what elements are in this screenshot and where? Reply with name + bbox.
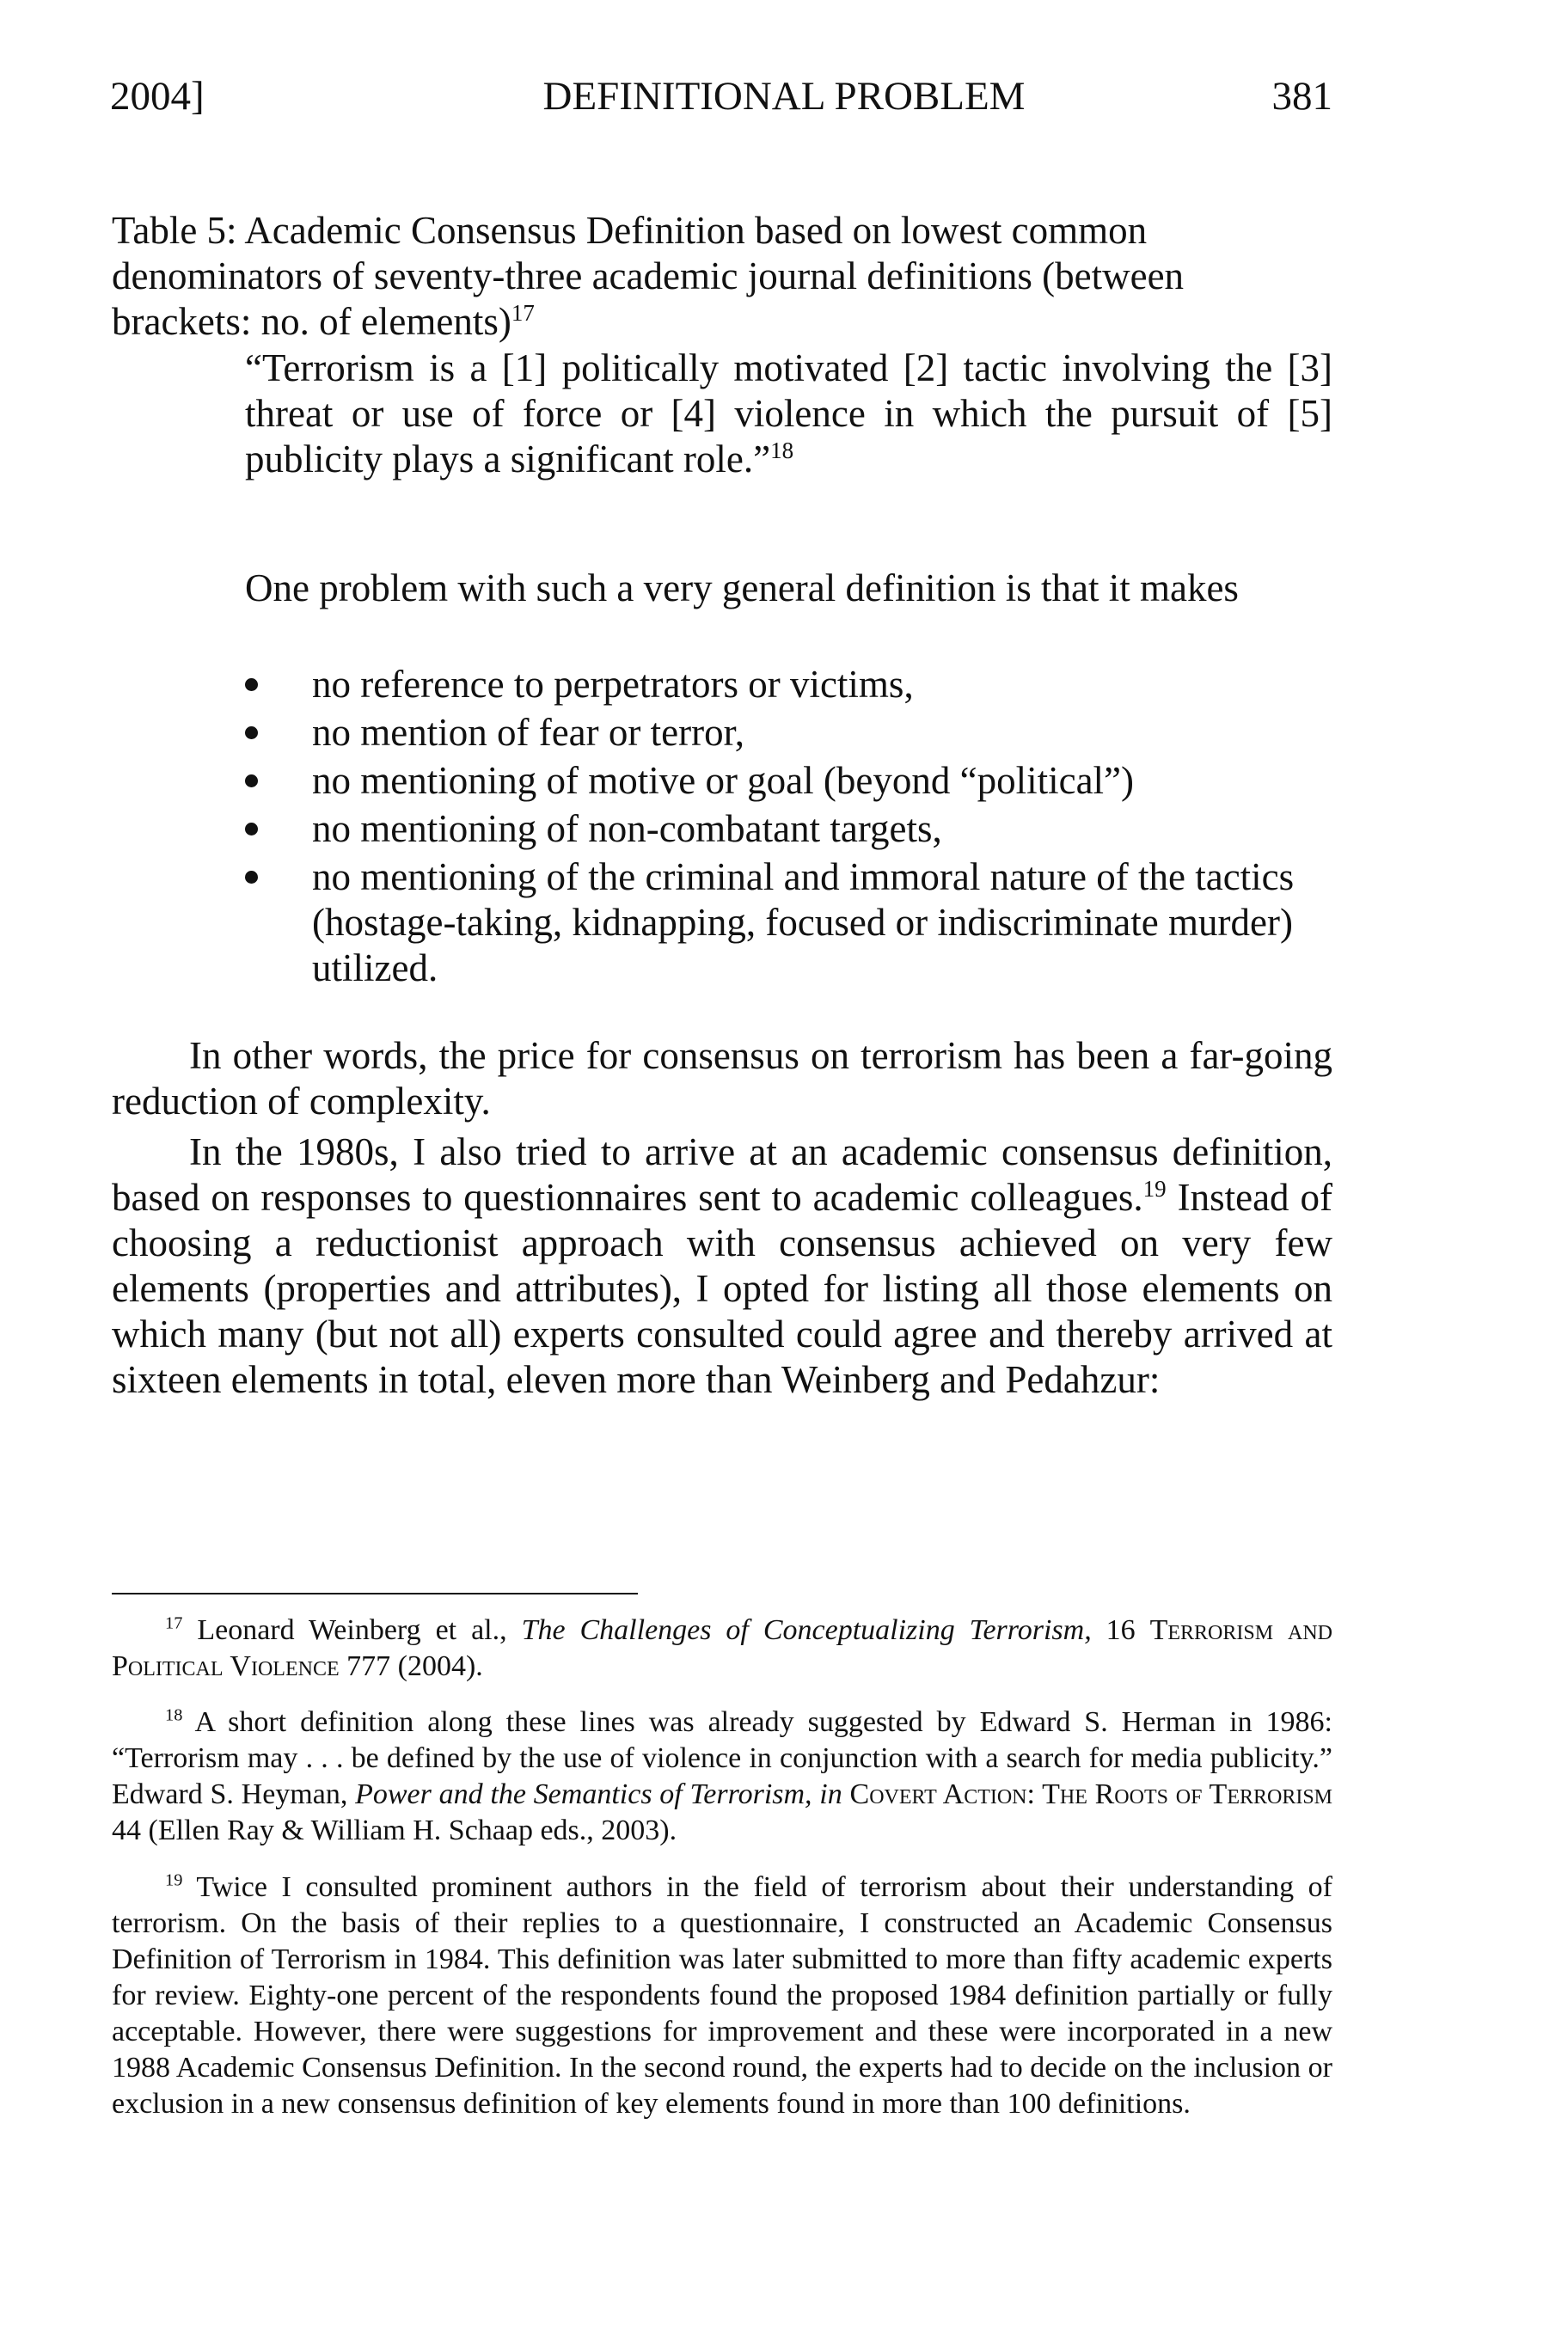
list-item xyxy=(245,854,1332,991)
paragraph-complexity: In other words, the price for consensus on terrorism has been a far-going reduction of complexity. xyxy=(112,1034,1332,1123)
paragraph-1980s-consensus xyxy=(112,1129,1332,1403)
bullet-icon xyxy=(245,871,258,884)
bullet-icon xyxy=(245,823,258,835)
footnote-ref-17: 17 xyxy=(511,300,535,326)
footnote-ref-18: 18 xyxy=(770,438,794,463)
running-head-year: 2004] xyxy=(110,74,205,119)
footnote-text: Twice I consulted prominent authors in the field of terrorism about their understanding of terrorism. On the basis of their replies to a questionnaire, I constructed an Academic Consensus Definition of Terrorism in 1984. This definition was later submitted to more than fifty academic experts for review. Eighty-one percent of the respondents found the proposed 1984 definition partially or fully acceptable. However, there were suggestions for improvement and these were incorporated in a new 1988 Academic Consensus Definition. In the second round, the experts had to decide on the inclusion or exclusion in a new consensus definition of key elements found in more than 100 definitions. xyxy=(112,1871,1332,2120)
footnote-text: 44 (Ellen Ray & William H. Schaap eds., 2003). xyxy=(112,1815,677,1846)
footnote-divider xyxy=(112,1593,638,1594)
footnote-text: A short definition along these lines was already suggested by Edward S. Herman in 1986: “Terrorism may . . . be defined by the use of violence in conjunction with a search for media publicity.” Edward S. Heyman, xyxy=(112,1706,1332,1810)
bullet-icon xyxy=(245,726,258,739)
footnote-ref-19: 19 xyxy=(1142,1176,1167,1202)
paragraph-text-b: Instead of choosing a reductionist approach with consensus achieved on very few elements (properties and attributes), I opted for listing all those elements on which many (but not all) experts consulted could agree and thereby arrived at sixteen elements in total, eleven more than Weinberg and Pedahzur: xyxy=(112,1176,1332,1401)
list-item xyxy=(245,710,1332,756)
list-item-text: no mentioning of non-combatant targets, xyxy=(312,807,942,850)
bullet-icon xyxy=(245,678,258,691)
footnote-journal: Terrorism and Political Violence xyxy=(112,1614,1332,1682)
footnote-text: 777 (2004). xyxy=(339,1650,483,1682)
footnote-text xyxy=(842,1778,850,1810)
footnote-number: 18 xyxy=(165,1705,183,1725)
running-head-title: DEFINITIONAL PROBLEM xyxy=(542,74,1026,119)
footnote-18 xyxy=(112,1705,1332,1849)
list-item-text: no mentioning of the criminal and immoral nature of the tactics (hostage-taking, kidnapping, focused or indiscriminate murder) utilized. xyxy=(312,855,1295,989)
footnote-number: 19 xyxy=(165,1870,183,1890)
bullet-icon xyxy=(245,774,258,787)
list-item xyxy=(245,662,1332,707)
table-caption-text: Table 5: Academic Consensus Definition based on lowest common denominators of seventy-three academic journal definitions (between brackets: no. of elements) xyxy=(112,209,1185,343)
footnote-19 xyxy=(112,1870,1332,2122)
list-item xyxy=(245,758,1332,804)
list-item xyxy=(245,806,1332,852)
footnote-article-title: Power and the Semantics of Terrorism, in xyxy=(355,1778,842,1810)
list-item-text: no mention of fear or terror, xyxy=(312,711,744,754)
bullet-list xyxy=(245,662,1332,994)
consensus-definition-quote xyxy=(245,346,1332,482)
page-number: 381 xyxy=(1271,74,1332,119)
lead-in-sentence: One problem with such a very general definition is that it makes xyxy=(245,566,1239,609)
quote-text: “Terrorism is a [1] politically motivated [2] tactic involving the [3] threat or use of force or [4] violence in which the pursuit of [5] publicity plays a significant role.” xyxy=(245,346,1332,480)
list-item-text: no mentioning of motive or goal (beyond “political”) xyxy=(312,759,1135,802)
paragraph-text-a: In the 1980s, I also tried to arrive at an academic consensus definition, based on responses to questionnaires sent to academic colleagues. xyxy=(112,1130,1332,1219)
footnote-text: 16 xyxy=(1091,1614,1150,1646)
list-item-text: no reference to perpetrators or victims, xyxy=(312,663,914,706)
footnote-number: 17 xyxy=(165,1613,183,1633)
footnote-17 xyxy=(112,1613,1332,1685)
table-caption xyxy=(112,208,1332,345)
footnote-article-title: The Challenges of Conceptualizing Terrorism, xyxy=(521,1614,1092,1646)
footnote-text: Leonard Weinberg et al., xyxy=(182,1614,522,1646)
footnote-book: Covert Action: The Roots of Terrorism xyxy=(849,1778,1333,1810)
